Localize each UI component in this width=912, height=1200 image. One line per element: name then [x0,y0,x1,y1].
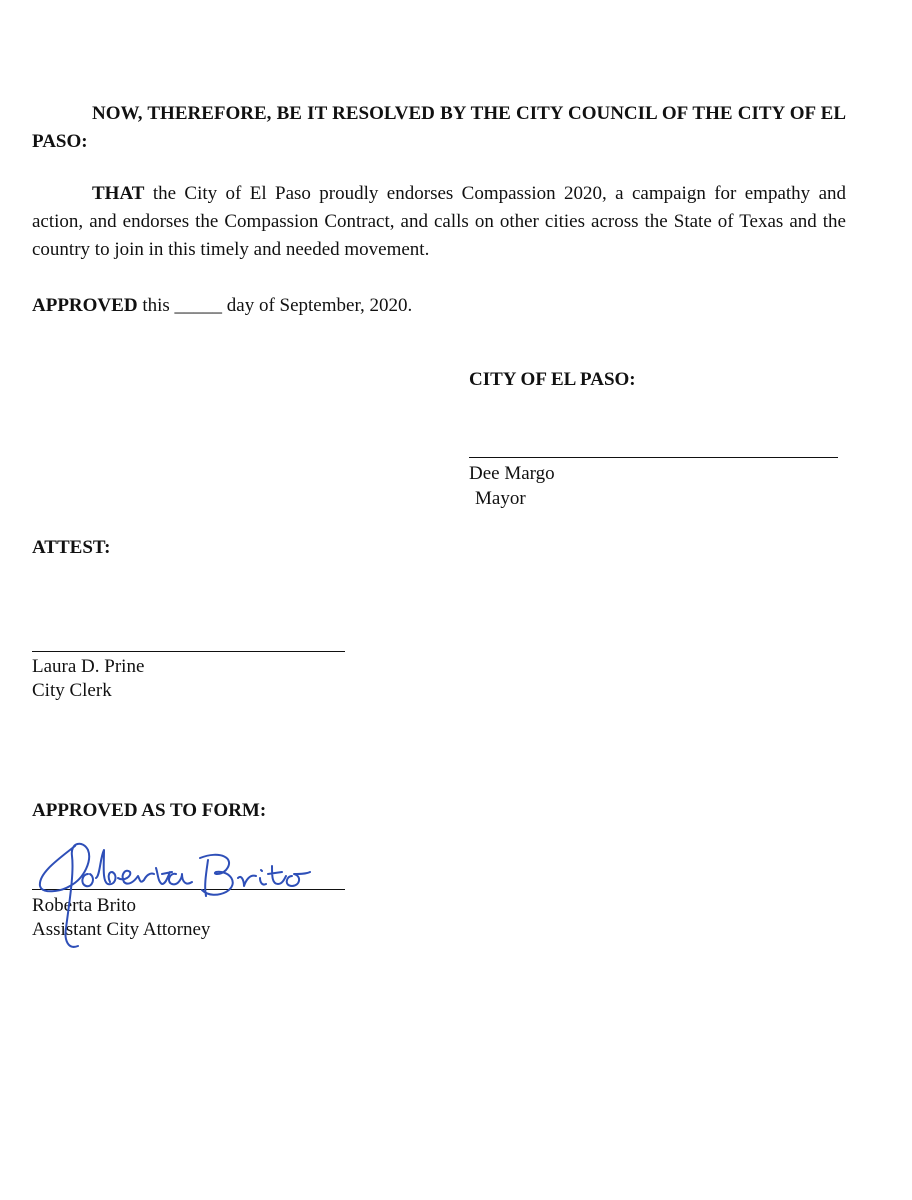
attorney-name: Roberta Brito [32,895,136,916]
clerk-name: Laura D. Prine [32,656,145,677]
approval-date-text: this _____ day of September, 2020. [137,295,413,316]
city-of-el-paso-heading: CITY OF EL PASO: [469,369,636,390]
clerk-title: City Clerk [32,680,112,701]
attest-heading: ATTEST: [32,537,111,558]
approved-keyword: APPROVED [32,295,138,316]
attorney-title: Assistant City Attorney [32,919,211,940]
mayor-name: Dee Margo [469,463,555,484]
handwritten-signature [30,828,330,968]
resolution-heading: NOW, THEREFORE, BE IT RESOLVED BY THE CITY COUNCIL OF THE CITY OF EL PASO: [32,103,846,152]
that-keyword: THAT [92,183,145,204]
mayor-title: Mayor [475,488,526,509]
resolution-body-text: the City of El Paso proudly endorses Compassion 2020, a campaign for empathy and action, and endorses the Compassion Contract, and calls on other cities across the State of Texas and the country to join in this timely and needed movement. [32,183,846,260]
resolution-paragraph [32,180,846,264]
mayor-signature-line [469,457,838,458]
approved-as-to-form-heading: APPROVED AS TO FORM: [32,800,267,821]
clerk-signature-line [32,651,345,652]
approval-date-line [32,292,412,320]
